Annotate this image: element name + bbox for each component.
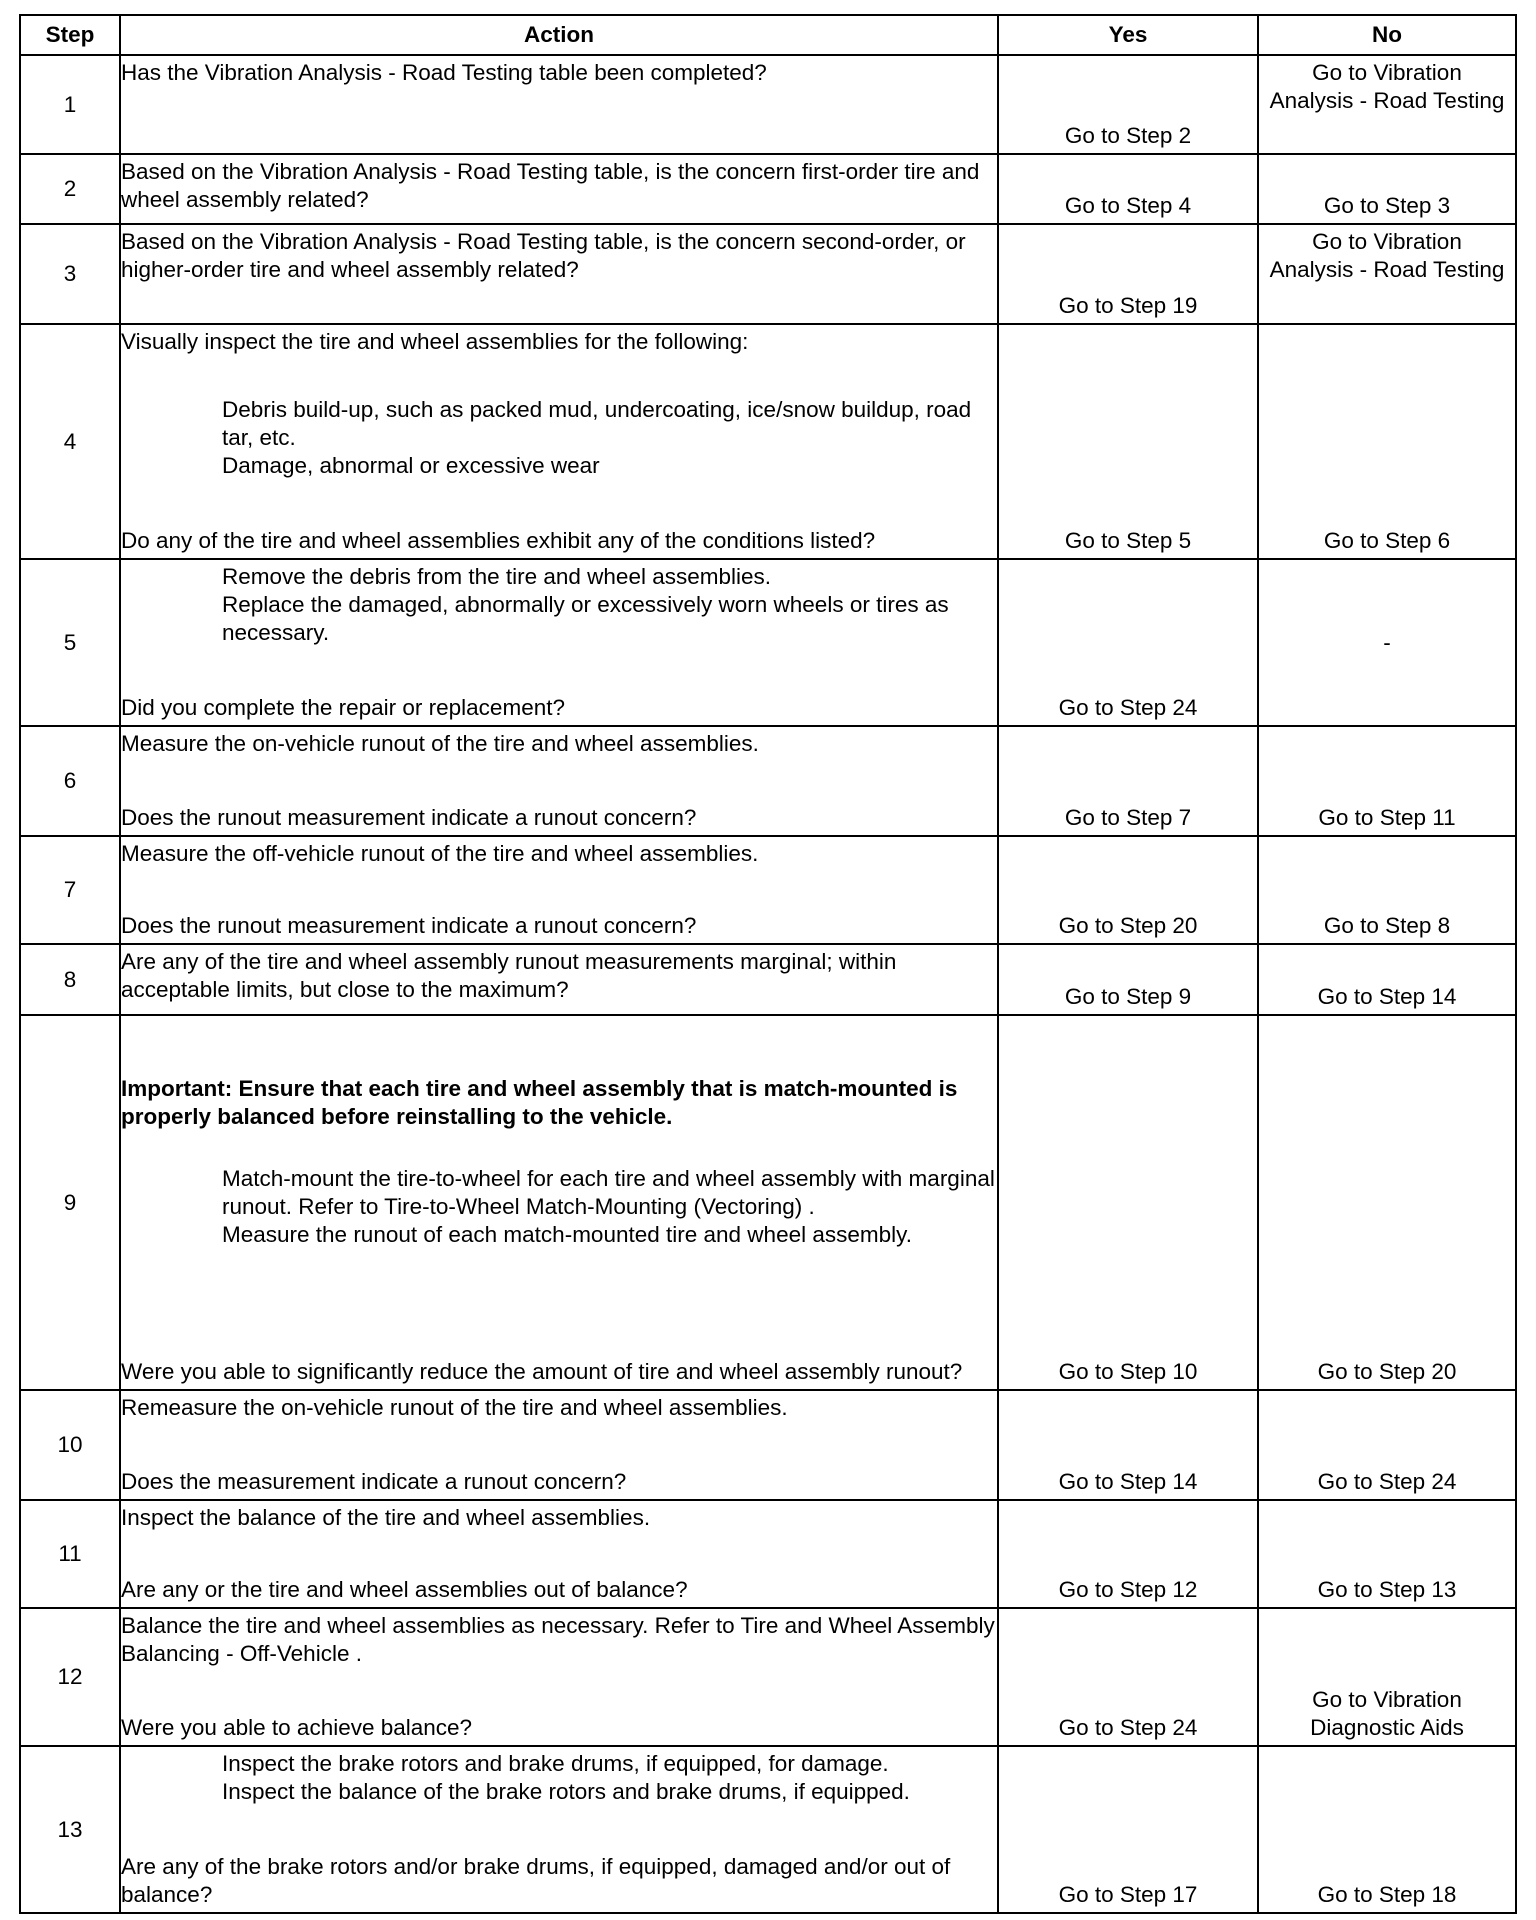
table-row — [20, 1390, 1516, 1500]
action-intro: Balance the tire and wheel assemblies as necessary. Refer to Tire and Wheel Assembly Balancing - Off-Vehicle . — [121, 1613, 995, 1666]
no-result: Go to Step 20 — [1258, 1015, 1516, 1390]
action-question: Are any or the tire and wheel assemblies out of balance? — [121, 1577, 688, 1602]
yes-result: Go to Step 2 — [998, 55, 1258, 154]
step-number: 10 — [20, 1390, 120, 1500]
action-intro: Measure the off-vehicle runout of the tire and wheel assemblies. — [121, 841, 759, 866]
table-row — [20, 836, 1516, 944]
step-number: 1 — [20, 55, 120, 154]
action-intro: Measure the on-vehicle runout of the tire and wheel assemblies. — [121, 731, 759, 756]
action-question: Are any of the brake rotors and/or brake drums, if equipped, damaged and/or out of balance? — [121, 1854, 951, 1907]
table-row — [20, 324, 1516, 559]
diagnostic-table — [19, 14, 1517, 1914]
action-question: Does the measurement indicate a runout concern? — [121, 1469, 627, 1494]
action-intro: Inspect the balance of the tire and wheel assemblies. — [121, 1505, 651, 1530]
table-row — [20, 726, 1516, 836]
yes-result: Go to Step 4 — [998, 154, 1258, 224]
action-cell — [120, 944, 998, 1015]
header-step: Step — [20, 15, 120, 55]
action-question: Has the Vibration Analysis - Road Testing table been completed? — [121, 60, 767, 85]
no-result: Go to Step 14 — [1258, 944, 1516, 1015]
table-row — [20, 944, 1516, 1015]
header-action: Action — [120, 15, 998, 55]
yes-result: Go to Step 19 — [998, 224, 1258, 324]
header-row — [20, 15, 1516, 55]
yes-result: Go to Step 9 — [998, 944, 1258, 1015]
table-row — [20, 224, 1516, 324]
action-question: Based on the Vibration Analysis - Road Testing table, is the concern first-order tire and wheel assembly related? — [121, 159, 980, 212]
table-row — [20, 55, 1516, 154]
header-no: No — [1258, 15, 1516, 55]
action-intro: Visually inspect the tire and wheel assemblies for the following: — [121, 329, 749, 354]
action-cell — [120, 55, 998, 154]
action-cell — [120, 836, 998, 944]
action-bullet: Measure the runout of each match-mounted tire and wheel assembly. — [222, 1222, 912, 1247]
action-intro: Remeasure the on-vehicle runout of the tire and wheel assemblies. — [121, 1395, 788, 1420]
step-number: 5 — [20, 559, 120, 726]
step-number: 9 — [20, 1015, 120, 1390]
action-question: Does the runout measurement indicate a runout concern? — [121, 913, 697, 938]
action-cell — [120, 324, 998, 559]
action-cell — [120, 559, 998, 726]
table-row — [20, 1746, 1516, 1913]
yes-result: Go to Step 24 — [998, 1608, 1258, 1746]
action-bullet: Remove the debris from the tire and wheel assemblies. — [222, 564, 772, 589]
no-result: Go to Vibration Diagnostic Aids — [1258, 1608, 1516, 1746]
header-yes: Yes — [998, 15, 1258, 55]
action-cell — [120, 1746, 998, 1913]
yes-result: Go to Step 10 — [998, 1015, 1258, 1390]
action-question: Were you able to significantly reduce the amount of tire and wheel assembly runout? — [121, 1359, 963, 1384]
no-result: Go to Step 24 — [1258, 1390, 1516, 1500]
step-number: 2 — [20, 154, 120, 224]
no-result: Go to Step 3 — [1258, 154, 1516, 224]
action-cell — [120, 1390, 998, 1500]
step-number: 7 — [20, 836, 120, 944]
yes-result: Go to Step 5 — [998, 324, 1258, 559]
yes-result: Go to Step 12 — [998, 1500, 1258, 1608]
action-bullet: Inspect the brake rotors and brake drums, if equipped, for damage. — [222, 1751, 889, 1776]
table-row — [20, 1608, 1516, 1746]
table-row — [20, 154, 1516, 224]
action-question: Do any of the tire and wheel assemblies exhibit any of the conditions listed? — [121, 528, 876, 553]
action-cell — [120, 1608, 998, 1746]
important-note: Important: Ensure that each tire and wheel assembly that is match-mounted is properly balanced before reinstalling to the vehicle. — [121, 1076, 958, 1129]
action-cell — [120, 1015, 998, 1390]
no-result: Go to Step 13 — [1258, 1500, 1516, 1608]
table-row — [20, 1015, 1516, 1390]
action-cell — [120, 726, 998, 836]
yes-result: Go to Step 7 — [998, 726, 1258, 836]
step-number: 8 — [20, 944, 120, 1015]
table-row — [20, 1500, 1516, 1608]
yes-result: Go to Step 20 — [998, 836, 1258, 944]
yes-result: Go to Step 17 — [998, 1746, 1258, 1913]
action-bullet: Inspect the balance of the brake rotors and brake drums, if equipped. — [222, 1779, 910, 1804]
step-number: 13 — [20, 1746, 120, 1913]
action-cell — [120, 224, 998, 324]
no-result: Go to Vibration Analysis - Road Testing — [1258, 224, 1516, 324]
action-bullet: Debris build-up, such as packed mud, undercoating, ice/snow buildup, road tar, etc. — [222, 397, 972, 450]
action-bullet: Match-mount the tire-to-wheel for each tire and wheel assembly with marginal runout. Refer to Tire-to-Wheel Match-Mounting (Vectoring) . — [222, 1166, 995, 1219]
action-bullet: Replace the damaged, abnormally or excessively worn wheels or tires as necessary. — [222, 592, 949, 645]
no-result: - — [1258, 559, 1516, 726]
action-question: Based on the Vibration Analysis - Road Testing table, is the concern second-order, or higher-order tire and wheel assembly related? — [121, 229, 966, 282]
table-row — [20, 559, 1516, 726]
step-number: 4 — [20, 324, 120, 559]
no-result: Go to Step 18 — [1258, 1746, 1516, 1913]
yes-result: Go to Step 24 — [998, 559, 1258, 726]
step-number: 11 — [20, 1500, 120, 1608]
no-result: Go to Vibration Analysis - Road Testing — [1258, 55, 1516, 154]
no-result: Go to Step 6 — [1258, 324, 1516, 559]
no-result: Go to Step 11 — [1258, 726, 1516, 836]
action-question: Are any of the tire and wheel assembly runout measurements marginal; within acceptable limits, but close to the maximum? — [121, 949, 897, 1002]
action-bullet: Damage, abnormal or excessive wear — [222, 453, 600, 478]
action-cell — [120, 1500, 998, 1608]
action-cell — [120, 154, 998, 224]
yes-result: Go to Step 14 — [998, 1390, 1258, 1500]
step-number: 6 — [20, 726, 120, 836]
action-question: Did you complete the repair or replacement? — [121, 695, 565, 720]
action-question: Were you able to achieve balance? — [121, 1715, 473, 1740]
no-result: Go to Step 8 — [1258, 836, 1516, 944]
step-number: 12 — [20, 1608, 120, 1746]
step-number: 3 — [20, 224, 120, 324]
action-question: Does the runout measurement indicate a runout concern? — [121, 805, 697, 830]
